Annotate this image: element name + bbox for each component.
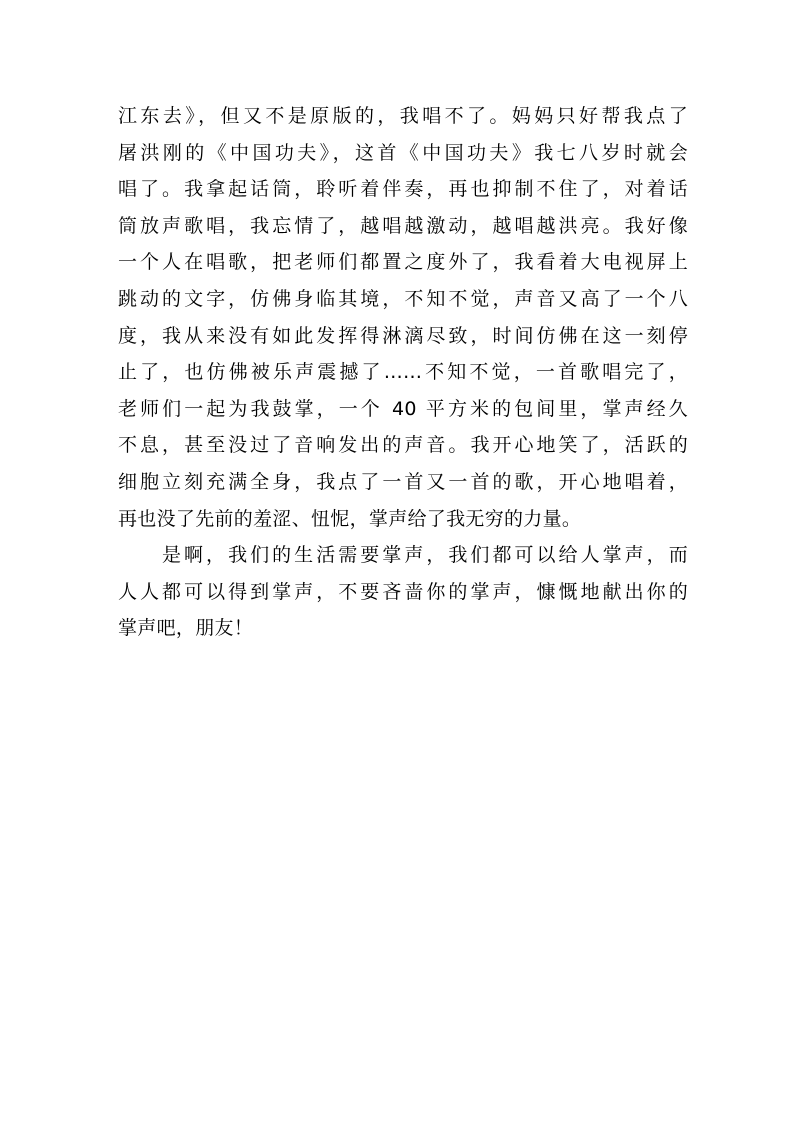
text-line: 老师们一起为我鼓掌，一个 40 平方米的包间里，掌声经久 <box>118 397 688 420</box>
text-line: 屠洪刚的《中国功夫》，这首《中国功夫》我七八岁时就会 <box>118 141 688 164</box>
text-line: 细胞立刻充满全身，我点了一首又一首的歌，开心地唱着， <box>118 470 688 493</box>
text-line: 一个人在唱歌，把老师们都置之度外了，我看着大电视屏上 <box>118 251 688 274</box>
text-line: 人人都可以得到掌声，不要吝啬你的掌声，慷慨地献出你的 <box>118 580 688 603</box>
text-line: 再也没了先前的羞涩、忸怩，掌声给了我无穷的力量。 <box>118 507 582 530</box>
text-line: 是啊，我们的生活需要掌声，我们都可以给人掌声，而 <box>162 544 688 567</box>
paragraph <box>118 98 688 537</box>
paragraph <box>118 537 688 647</box>
body-text <box>118 98 688 647</box>
text-line: 跳动的文字，仿佛身临其境，不知不觉，声音又高了一个八 <box>118 287 688 310</box>
text-line: 江东去》，但又不是原版的，我唱不了。妈妈只好帮我点了 <box>118 105 688 127</box>
text-line: 掌声吧，朋友！ <box>118 617 254 640</box>
text-line: 不息，甚至没过了音响发出的声音。我开心地笑了，活跃的 <box>118 434 688 457</box>
text-line: 唱了。我拿起话筒，聆听着伴奏，再也抑制不住了，对着话 <box>118 178 688 201</box>
text-line: 筒放声歌唱，我忘情了，越唱越激动，越唱越洪亮。我好像 <box>118 214 688 237</box>
text-line: 止了，也仿佛被乐声震撼了……不知不觉，一首歌唱完了， <box>118 361 688 384</box>
text-line: 度，我从来没有如此发挥得淋漓尽致，时间仿佛在这一刻停 <box>118 324 688 347</box>
